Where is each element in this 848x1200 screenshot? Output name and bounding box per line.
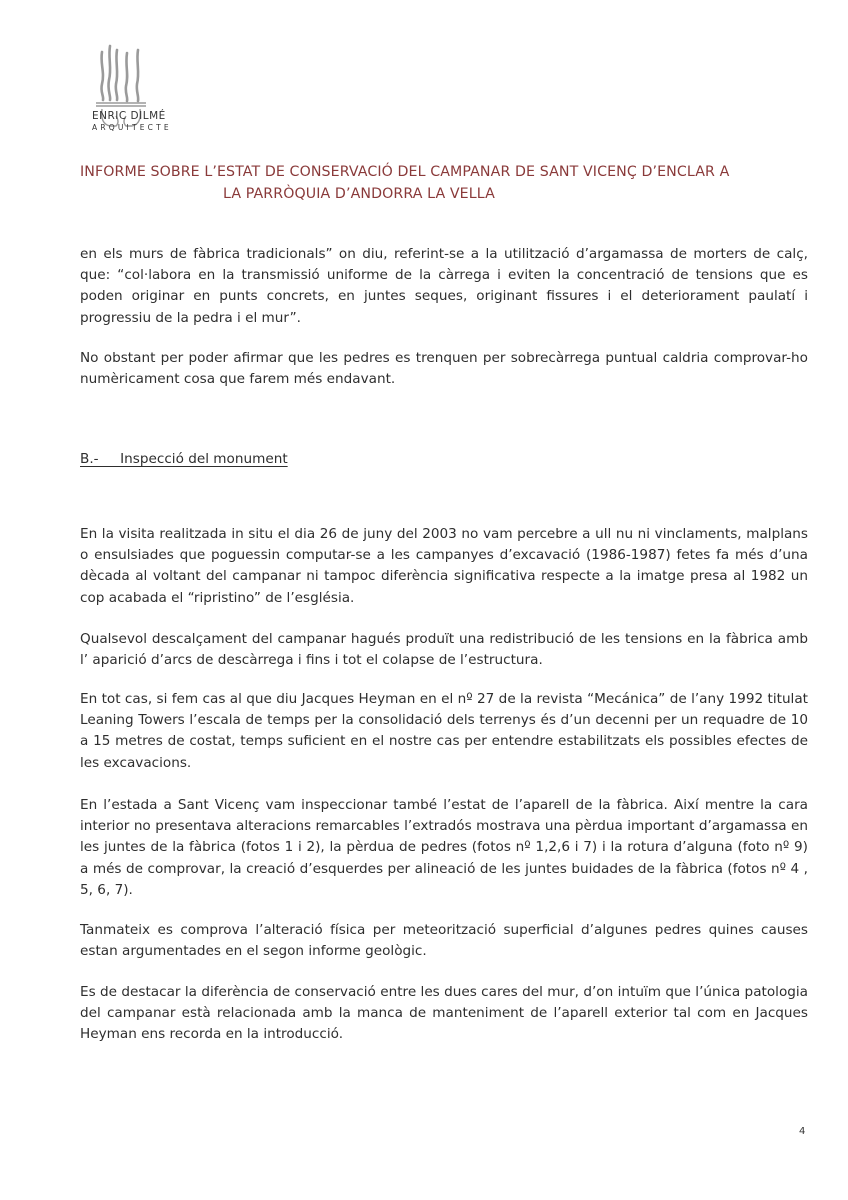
architect-logo [88,44,178,134]
paragraph-numeric-check: No obstant per poder afirmar que les pedres es trenquen per sobrecàrrega puntual caldria comprovar-ho numèricament cosa que farem més endavant. [80,350,808,388]
page-number: 4 [799,1126,806,1137]
paragraph-conclusion: Es de destacar la diferència de conservació entre les dues cares del mur, d’on intuïm que l’única patologia del campanar està relacionada amb la manca de manteniment de l’aparell exterior tal com en Jacques Heyman ens recorda en la introducció. [80,984,808,1043]
paragraph-heyman-reference: En tot cas, si fem cas al que diu Jacques Heyman en el nº 27 de la revista “Mecánica” de l’any 1992 titulat Leaning Towers l’escala de temps per la consolidació dels terrenys és d’un decenni per un requadre de 10 a 15 metres de costat, temps suficient en el nostre cas per entendre estabilitzats els possibles efectes de les excavacions. [80,691,808,771]
section-heading-inspection: B.- Inspecció del monument [80,451,288,467]
paragraph-weathering: Tanmateix es comprova l’alteració física per meteorització superficial d’algunes pedres quines causes estan argumentades en el segon informe geològic. [80,922,808,960]
document-title [80,161,810,205]
logo-subtitle: ARQUITECTE [92,123,172,132]
paragraph-mortar-quote: en els murs de fàbrica tradicionals” on diu, referint-se a la utilització d’argamassa de morters de calç, que: “col·labora en la transmissió uniforme de la càrrega i eviten la concentració de tensions que es poden originar en punts concrets, en juntes seques, originant fissures i el deteriorament paulatí i progressiu de la pedra i el mur”. [80,246,808,326]
paragraph-site-visit: En la visita realitzada in situ el dia 26 de juny del 2003 no vam percebre a ull nu ni vinclaments, malplans o ensulsiades que poguessin computar-se a les campanyes d’excavació (1986-1987) fetes fa més d’una dècada al voltant del campanar ni tampoc diferència significativa respecte a la imatge presa al 1982 un cop acabada el “ripristino” de l’església. [80,526,808,606]
document-title-line-2: LA PARRÒQUIA D’ANDORRA LA VELLA [223,186,495,202]
paragraph-masonry-inspection: En l’estada a Sant Vicenç vam inspeccionar també l’estat de l’aparell de la fàbrica. Així mentre la cara interior no presentava alteracions remarcables l’extradós mostrava una pèrdua important d’argamassa en les juntes de la fàbrica (fotos 1 i 2), la pèrdua de pedres (fotos nº 1,2,6 i 7) i la rotura d’alguna (foto nº 9) a més de comprovar, la creació d’esquerdes per alineació de les juntes buidades de la fàbrica (fotos nº 4 , 5, 6, 7). [80,797,808,898]
document-title-line-1: INFORME SOBRE L’ESTAT DE CONSERVACIÓ DEL CAMPANAR DE SANT VICENÇ D’ENCLAR A [80,164,730,180]
paragraph-undermining: Qualsevol descalçament del campanar hagués produït una redistribució de les tensions en la fàbrica amb l’ aparició d’arcs de descàrrega i fins i tot el colapse de l’estructura. [80,631,808,669]
logo-name: ENRIC DILMÉ [92,110,166,122]
